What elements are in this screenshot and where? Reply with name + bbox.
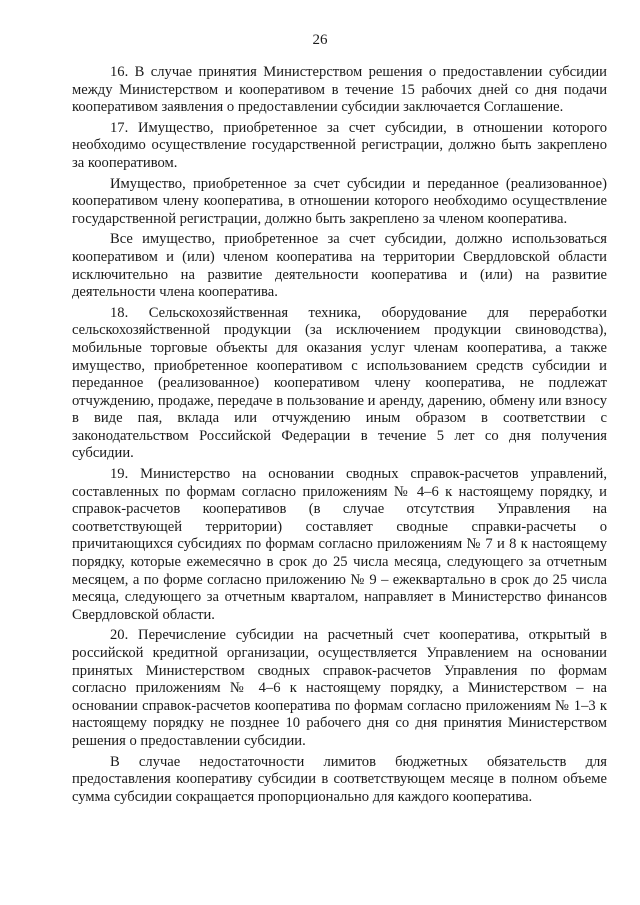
paragraph-20-limits: В случае недостаточности лимитов бюджетных обязательств для предоставления кооперативу субсидии в соответствующем месяце в полном объеме сумма субсидии сокращается пропорционально для каждого кооператива. <box>72 753 607 805</box>
paragraph-18: 18. Сельскохозяйственная техника, оборудование для переработки сельскохозяйственной продукции (за исключением продукции свиноводства), мобильные торговые объекты для оказания услуг членам кооператива, а также имущество, приобретенное кооперативом с использованием средств субсидии и переданное (реализованное) кооперативом члену кооператива, не подлежат отчуждению, продаже, передаче в пользование и аренду, дарению, обмену или взносу в виде пая, вклада или отчуждению иным образом в соответствии с законодательством Российской Федерации в течение 5 лет со дня получения субсидии. <box>72 304 607 462</box>
page-number: 26 <box>312 32 328 48</box>
paragraph-17-property-use: Все имущество, приобретенное за счет субсидии, должно использоваться кооперативом и (или) членом кооператива на территории Свердловской области исключительно на развитие деятельности кооператива и (или) на развитие деятельности члена кооператива. <box>72 231 607 301</box>
paragraph-17: 17. Имущество, приобретенное за счет субсидии, в отношении которого необходимо осуществление государственной регистрации, должно быть закреплено за кооперативом. <box>72 119 607 171</box>
paragraph-20: 20. Перечисление субсидии на расчетный счет кооператива, открытый в российской кредитной организации, осуществляется Управлением на основании принятых Министерством сводных справок-расчетов Управления по формам согласно приложениям № 4–6 к настоящему порядку, а Министерством – на основании справок-расчетов кооператива по формам согласно приложениям № 1–3 к настоящему порядку не позднее 10 рабочего дня со дня принятия Министерством решения о предоставлении субсидии. <box>72 627 607 749</box>
paragraph-16: 16. В случае принятия Министерством решения о предоставлении субсидии между Министерством и кооперативом в течение 15 рабочих дней со дня подачи кооперативом заявления о предоставлении субсидии заключается Соглашение. <box>72 64 607 116</box>
paragraph-19: 19. Министерство на основании сводных справок-расчетов управлений, составленных по формам согласно приложениям № 4–6 к настоящему порядку, и справок-расчетов кооперативов (в случае отсутствия Управления на соответствующей территории) составляет сводные справки-расчеты о причитающихся субсидиях по формам согласно приложениям № 7 и 8 к настоящему порядку, которые ежемесячно в срок до 25 числа месяца, следующего за отчетным месяцем, а по форме согласно приложению № 9 – ежеквартально в срок до 25 числа месяца, следующего за отчетным кварталом, направляет в Министерство финансов Свердловской области. <box>72 466 607 623</box>
paragraph-17-transferred-property: Имущество, приобретенное за счет субсидии и переданное (реализованное) кооперативом члену кооператива, в отношении которого необходимо осуществление государственной регистрации, должно быть закреплено за членом кооператива. <box>72 175 607 227</box>
document-body <box>72 64 607 806</box>
